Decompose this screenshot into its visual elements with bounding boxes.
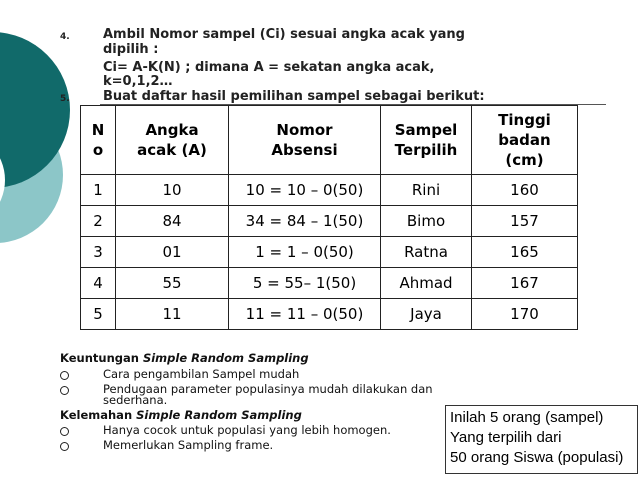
bullet-icon bbox=[60, 371, 69, 380]
cell: 2 bbox=[81, 206, 116, 237]
table-row bbox=[81, 299, 578, 330]
table-row bbox=[81, 175, 578, 206]
bullet-icon bbox=[60, 386, 69, 395]
cell: Rini bbox=[381, 175, 472, 206]
table-row bbox=[81, 206, 578, 237]
cell: 3 bbox=[81, 237, 116, 268]
kelemahan-heading: Kelemahan Simple Random Sampling bbox=[60, 408, 302, 422]
note-line-2: Yang terpilih dari bbox=[450, 429, 562, 446]
bullet-icon bbox=[60, 427, 69, 436]
step4-line1: Ambil Nomor sampel (Ci) sesuai angka acak yang bbox=[103, 27, 465, 42]
cell: 1 bbox=[81, 175, 116, 206]
cell: 10 = 10 – 0(50) bbox=[229, 175, 381, 206]
header-tinggi-badan: Tinggi badan (cm) bbox=[472, 106, 578, 175]
cell: Ratna bbox=[381, 237, 472, 268]
header-no: N o bbox=[81, 106, 116, 175]
step4-line2: dipilih : bbox=[103, 42, 159, 57]
cell: 1 = 1 – 0(50) bbox=[229, 237, 381, 268]
cell: Jaya bbox=[381, 299, 472, 330]
cell: 165 bbox=[472, 237, 578, 268]
summary-note-box bbox=[445, 405, 638, 474]
bullet-icon bbox=[60, 442, 69, 451]
table-row bbox=[81, 268, 578, 299]
note-line-3: 50 orang Siswa (populasi) bbox=[450, 449, 624, 466]
step-number-5: 5. bbox=[60, 94, 70, 104]
step5-line1: Buat daftar hasil pemilihan sampel sebagai berikut: bbox=[103, 89, 485, 104]
step4-line3: Ci= A-K(N) ; dimana A = sekatan angka acak, bbox=[103, 60, 435, 75]
table-header-row bbox=[81, 106, 578, 175]
step-number-4: 4. bbox=[60, 32, 70, 42]
cell: 157 bbox=[472, 206, 578, 237]
kelemahan-item-2: Memerlukan Sampling frame. bbox=[103, 438, 274, 452]
cell: 55 bbox=[116, 268, 229, 299]
step4-line4: k=0,1,2… bbox=[103, 74, 173, 89]
keuntungan-item-2-line1: Pendugaan parameter populasinya mudah dilakukan dan bbox=[103, 382, 433, 396]
cell: 10 bbox=[116, 175, 229, 206]
note-line-1: Inilah 5 orang (sampel) bbox=[450, 409, 604, 426]
sample-table bbox=[80, 105, 578, 330]
cell: 4 bbox=[81, 268, 116, 299]
cell: 11 bbox=[116, 299, 229, 330]
keuntungan-item-1: Cara pengambilan Sampel mudah bbox=[103, 367, 300, 381]
cell: 11 = 11 – 0(50) bbox=[229, 299, 381, 330]
table-row bbox=[81, 237, 578, 268]
kelemahan-item-1: Hanya cocok untuk populasi yang lebih homogen. bbox=[103, 423, 391, 437]
header-angka-acak: Angka acak (A) bbox=[116, 106, 229, 175]
header-nomor-absensi: Nomor Absensi bbox=[229, 106, 381, 175]
keuntungan-item-2-line2: sederhana. bbox=[103, 393, 168, 407]
cell: 5 = 55– 1(50) bbox=[229, 268, 381, 299]
cell: 160 bbox=[472, 175, 578, 206]
cell: 170 bbox=[472, 299, 578, 330]
cell: 5 bbox=[81, 299, 116, 330]
cell: Bimo bbox=[381, 206, 472, 237]
cell: 34 = 84 – 1(50) bbox=[229, 206, 381, 237]
keuntungan-heading: Keuntungan Simple Random Sampling bbox=[60, 351, 309, 365]
cell: 01 bbox=[116, 237, 229, 268]
header-sampel-terpilih: Sampel Terpilih bbox=[381, 106, 472, 175]
cell: 84 bbox=[116, 206, 229, 237]
cell: 167 bbox=[472, 268, 578, 299]
cell: Ahmad bbox=[381, 268, 472, 299]
